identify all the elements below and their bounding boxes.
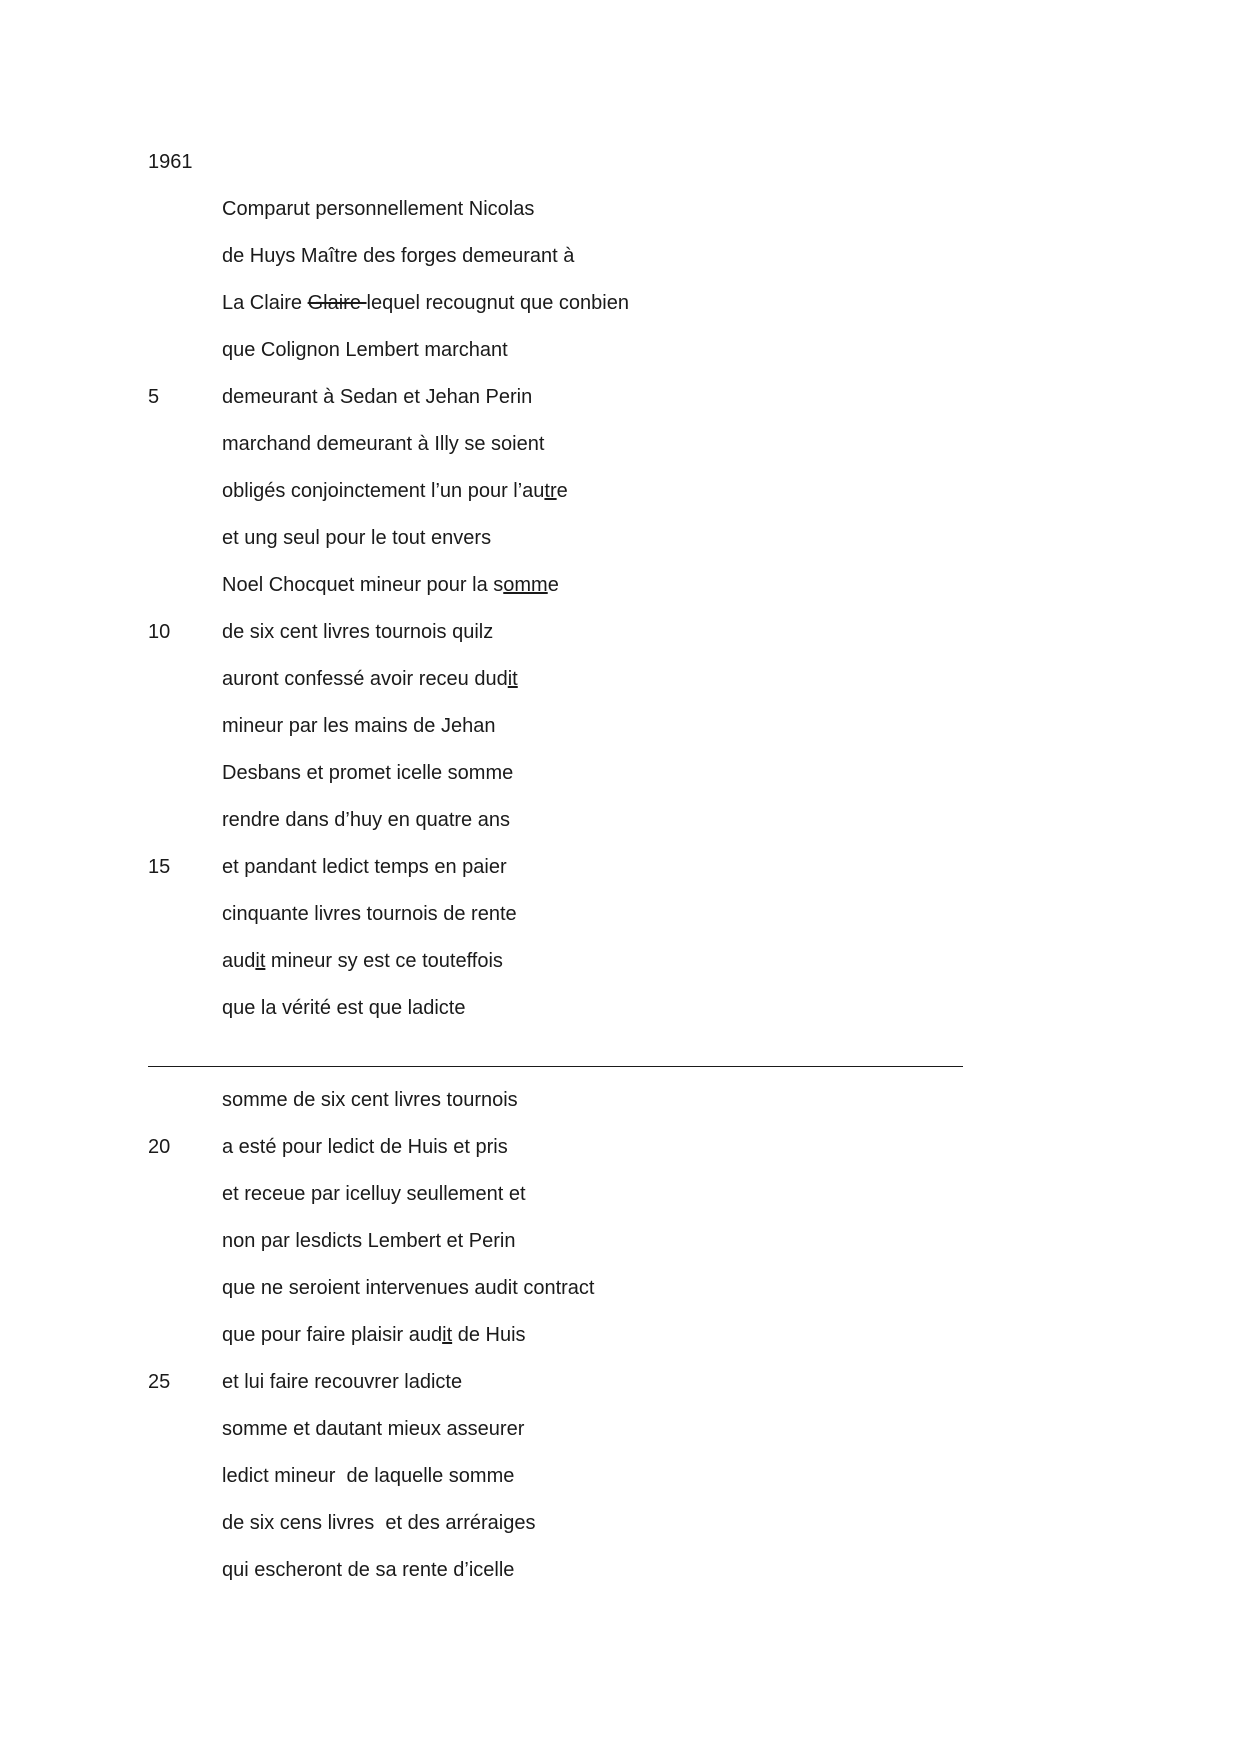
transcription-line — [148, 242, 1048, 289]
underlined-abbreviation: tr — [544, 480, 557, 502]
text-segment: e — [547, 574, 559, 596]
transcription-line — [148, 524, 1048, 571]
text-segment: que ne seroient intervenues audit contract — [222, 1277, 595, 1299]
line-text — [222, 1556, 514, 1584]
text-segment: aud — [222, 950, 256, 972]
line-number: 25 — [148, 1371, 171, 1393]
transcription-line — [148, 759, 1048, 806]
line-text — [222, 618, 493, 646]
line-text — [222, 1180, 526, 1208]
line-text — [222, 900, 517, 928]
underlined-abbreviation: it — [507, 668, 518, 690]
text-segment: auront confessé avoir receu dud — [222, 668, 508, 690]
text-segment: cinquante livres tournois de rente — [222, 903, 517, 925]
line-text — [222, 524, 491, 552]
text-segment: lequel recougnut que conbien — [366, 292, 629, 314]
line-text — [222, 665, 518, 693]
text-segment: mineur sy est ce touteffois — [265, 950, 503, 972]
line-text — [222, 1133, 508, 1161]
text-segment: de six cens livres et des arréraiges — [222, 1512, 536, 1534]
text-segment: marchand demeurant à Illy se soient — [222, 433, 545, 455]
transcription-block-1 — [148, 195, 1048, 1041]
page-break-divider — [148, 1066, 963, 1067]
text-segment: et receue par icelluy seullement et — [222, 1183, 526, 1205]
text-segment: que Colignon Lembert marchant — [222, 339, 508, 361]
text-segment: somme et dautant mieux asseurer — [222, 1418, 525, 1440]
line-text — [222, 1321, 526, 1349]
transcription-line — [148, 477, 1048, 524]
text-segment: demeurant à Sedan et Jehan Perin — [222, 386, 533, 408]
line-text — [222, 571, 559, 599]
struck-text: Glaire — [307, 292, 367, 314]
transcription-line — [148, 1321, 1048, 1368]
transcription-line — [148, 195, 1048, 242]
text-segment: ledict mineur de laquelle somme — [222, 1465, 515, 1487]
transcription-line — [148, 1274, 1048, 1321]
line-number: 5 — [148, 386, 160, 408]
transcription-line — [148, 665, 1048, 712]
transcription-line — [148, 1133, 1048, 1180]
line-text — [222, 1415, 524, 1443]
line-text — [222, 1368, 462, 1396]
text-segment: somme de six cent livres tournois — [222, 1089, 518, 1111]
transcription-line — [148, 1462, 1048, 1509]
transcription-line — [148, 853, 1048, 900]
line-text — [222, 477, 568, 505]
transcription-line — [148, 994, 1048, 1041]
underlined-abbreviation: it — [255, 950, 266, 972]
transcription-line — [148, 1556, 1048, 1603]
line-number: 20 — [148, 1136, 171, 1158]
text-segment: Noel Chocquet mineur pour la s — [222, 574, 504, 596]
transcription-line — [148, 1415, 1048, 1462]
text-segment: de Huys Maître des forges demeurant à — [222, 245, 575, 267]
transcription-line — [148, 571, 1048, 618]
line-text — [222, 1227, 516, 1255]
line-text — [222, 853, 507, 881]
document-number: 1961 — [148, 151, 193, 173]
line-text — [222, 947, 503, 975]
text-segment: de six cent livres tournois quilz — [222, 621, 494, 643]
line-text — [222, 383, 532, 411]
line-text — [222, 994, 466, 1022]
transcription-line — [148, 618, 1048, 665]
line-number: 15 — [148, 856, 171, 878]
text-segment: Desbans et promet icelle somme — [222, 762, 514, 784]
line-text — [222, 1274, 594, 1302]
underlined-abbreviation: it — [442, 1324, 453, 1346]
line-text — [222, 242, 574, 270]
text-segment: qui escheront de sa rente d’icelle — [222, 1559, 515, 1581]
line-text — [222, 1509, 535, 1537]
transcription-line — [148, 712, 1048, 759]
text-segment: et lui faire recouvrer ladicte — [222, 1371, 463, 1393]
text-segment: et ung seul pour le tout envers — [222, 527, 492, 549]
text-segment: mineur par les mains de Jehan — [222, 715, 496, 737]
text-segment: obligés conjoinctement l’un pour l’au — [222, 480, 545, 502]
transcription-line — [148, 383, 1048, 430]
line-text — [222, 336, 508, 364]
transcription-line — [148, 806, 1048, 853]
line-text — [222, 430, 544, 458]
text-segment: La Claire — [222, 292, 308, 314]
transcription-line — [148, 1368, 1048, 1415]
transcription-block-2 — [148, 1086, 1048, 1603]
line-number: 10 — [148, 621, 171, 643]
text-segment: rendre dans d’huy en quatre ans — [222, 809, 510, 831]
text-segment: que pour faire plaisir aud — [222, 1324, 443, 1346]
transcription-line — [148, 900, 1048, 947]
text-segment: a esté pour ledict de Huis et pris — [222, 1136, 508, 1158]
line-text — [222, 1462, 514, 1490]
transcription-line — [148, 1509, 1048, 1556]
transcription-line — [148, 336, 1048, 383]
transcription-line — [148, 1180, 1048, 1227]
transcription-line — [148, 947, 1048, 994]
line-text — [222, 806, 510, 834]
line-text — [222, 289, 629, 317]
text-segment: e — [556, 480, 568, 502]
line-text — [222, 1086, 518, 1114]
text-segment: non par lesdicts Lembert et Perin — [222, 1230, 516, 1252]
text-segment: que la vérité est que ladicte — [222, 997, 466, 1019]
line-text — [222, 195, 534, 223]
line-text — [222, 712, 495, 740]
text-segment: et pandant ledict temps en paier — [222, 856, 507, 878]
line-text — [222, 759, 513, 787]
transcription-line — [148, 289, 1048, 336]
transcription-line — [148, 1227, 1048, 1274]
transcription-line — [148, 1086, 1048, 1133]
transcription-line — [148, 430, 1048, 477]
text-segment: de Huis — [452, 1324, 526, 1346]
text-segment: Comparut personnellement Nicolas — [222, 198, 535, 220]
underlined-abbreviation: omm — [503, 574, 548, 596]
